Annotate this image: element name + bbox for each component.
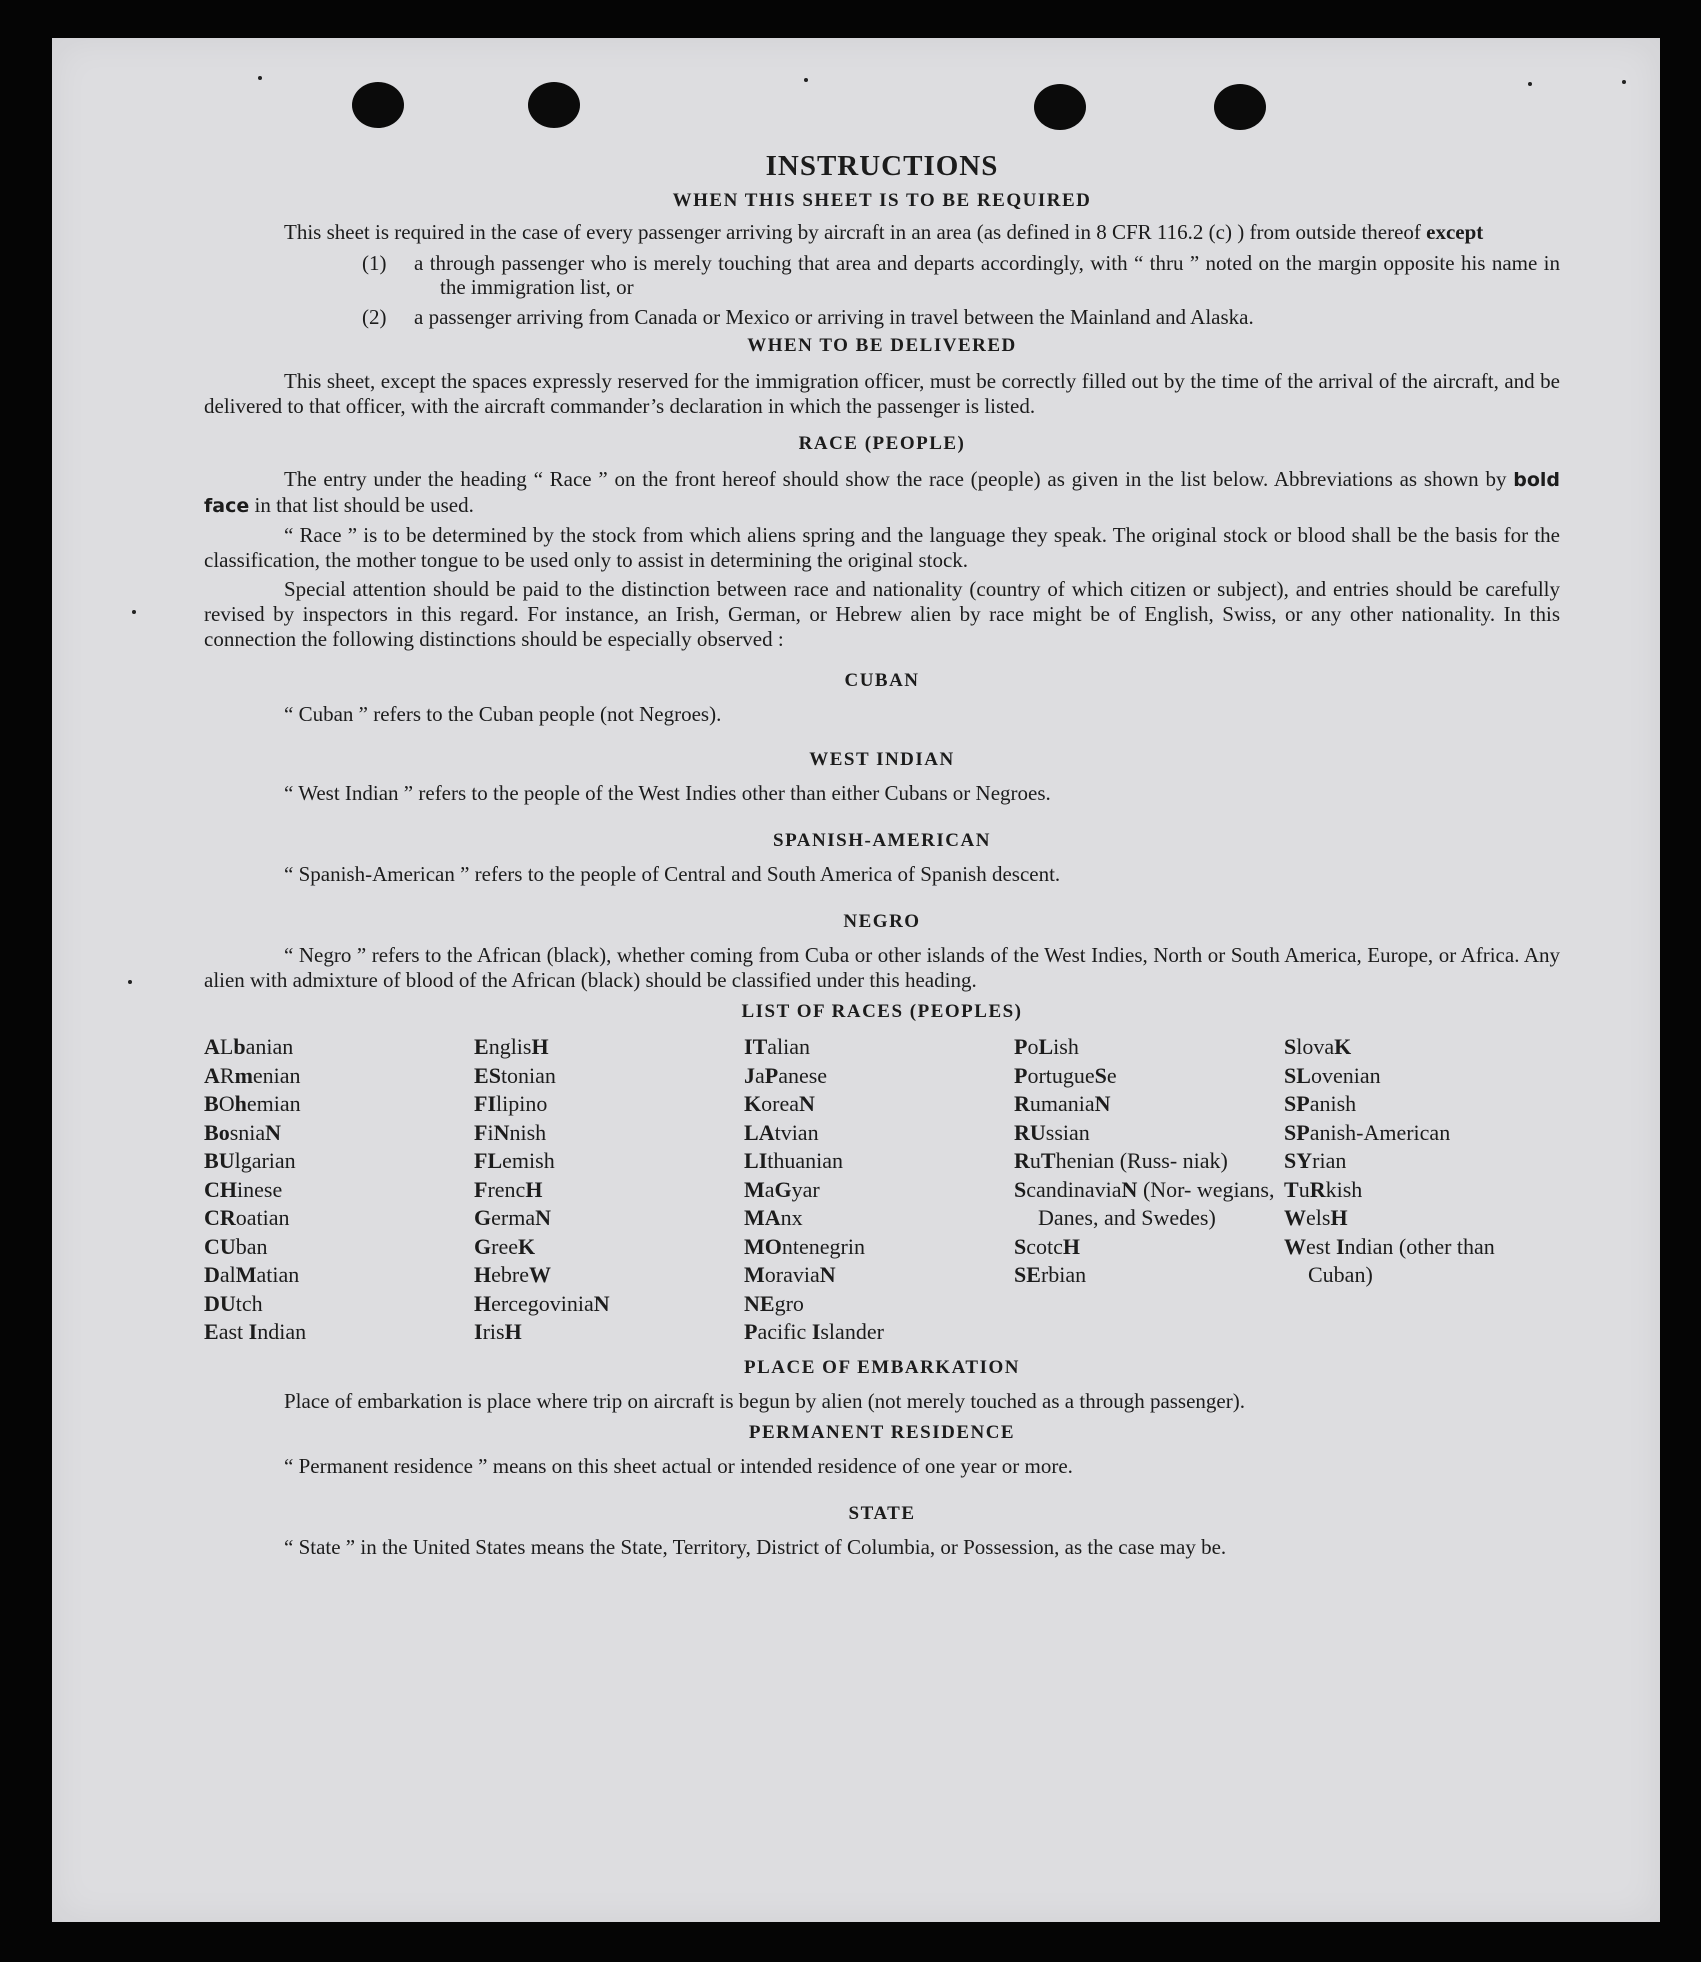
speck <box>258 76 262 80</box>
race-entry: SLovenian <box>1284 1062 1381 1088</box>
section-heading-delivered: WHEN TO BE DELIVERED <box>747 335 1017 356</box>
speck <box>1528 82 1532 86</box>
races-column <box>1014 1033 1284 1347</box>
race-entry: PoLish <box>1014 1034 1079 1059</box>
section-heading-state: STATE <box>848 1502 916 1524</box>
section-heading-spanish-american: SPANISH-AMERICAN <box>773 830 991 851</box>
race-entry: BOhemian <box>204 1091 301 1116</box>
race-entry: SPanish <box>1284 1091 1357 1116</box>
race-paragraph-2: “ Race ” is to be determined by the stock from which aliens spring and the language they speak. The original stock or blood shall be the basis for the classification, the mother tongue to be used only to assist in determining the original stock. <box>204 523 1560 572</box>
delivered-text: This sheet, except the spaces expressly reserved for the immigration officer, must be correctly filled out by the time of the arrival of the aircraft, and be delivered to that officer, with the aircraft commander’s declaration in which the passenger is listed. <box>204 369 1560 418</box>
race-entry: BosniaN <box>204 1119 282 1145</box>
races-column <box>474 1033 744 1347</box>
speck <box>804 78 808 82</box>
race-entry: SYrian <box>1284 1148 1347 1173</box>
race-entry: EStonian <box>474 1062 556 1088</box>
race-entry: FLemish <box>474 1148 555 1173</box>
race-entry: HebreW <box>474 1262 551 1287</box>
cuban-text: “ Cuban ” refers to the Cuban people (not Negroes). <box>284 702 722 726</box>
races-column <box>204 1033 474 1347</box>
speck <box>132 610 136 614</box>
race-entry: HercegoviniaN <box>474 1290 610 1316</box>
race-entry: LAtvian <box>744 1119 819 1145</box>
race-entry: RUssian <box>1014 1119 1090 1145</box>
race-entry: ScotcH <box>1014 1233 1081 1259</box>
race-entry: ARmenian <box>204 1062 301 1088</box>
race-entry: DalMatian <box>204 1262 300 1287</box>
race-entry: FiNnish <box>474 1119 547 1145</box>
race-entry: NEgro <box>744 1290 804 1316</box>
state-text: “ State ” in the United States means the State, Territory, District of Columbia, or Possession, as the case may be. <box>284 1534 1227 1559</box>
spanish-american-text: “ Spanish-American ” refers to the people of Central and South America of Spanish descent. <box>284 862 1061 886</box>
section-heading-residence: PERMANENT RESIDENCE <box>748 1421 1016 1443</box>
race-entry: MOntenegrin <box>744 1233 865 1259</box>
race-paragraph-3: Special attention should be paid to the distinction between race and nationality (country of which citizen or subject), and entries should be carefully revised by inspectors in this regard. For instance, an Irish, German, or Hebrew alien by race might be of English, Swiss, or any other nationality. In this connection the following distinctions should be especially observed : <box>204 577 1560 651</box>
race-entry: Pacific Islander <box>744 1319 884 1344</box>
race-entry: SErbian <box>1014 1262 1087 1287</box>
race-entry: RuThenian (Russ- niak) <box>1014 1148 1228 1173</box>
punch-hole <box>1214 84 1266 130</box>
section-heading-required: WHEN THIS SHEET IS TO BE REQUIRED <box>672 190 1092 211</box>
punch-hole <box>352 82 404 128</box>
race-entry: ALbanian <box>204 1034 294 1059</box>
exception-item-2: (2) a passenger arriving from Canada or Mexico or arriving in travel between the Mainland and Alaska. <box>362 305 1254 329</box>
race-entry: East Indian <box>204 1319 307 1344</box>
race-entry: LIthuanian <box>744 1148 844 1173</box>
race-entry: ITalian <box>744 1034 811 1059</box>
exception-item-1: (1) a through passenger who is merely touching that area and departs accordingly, with “ thru ” noted on the margin opposite his name in the immigration list, or <box>362 251 1560 299</box>
race-entry: SlovaK <box>1284 1034 1352 1059</box>
punch-hole <box>1034 84 1086 130</box>
embarkation-text: Place of embarkation is place where trip on aircraft is begun by alien (not merely touched as a through passenger). <box>284 1388 1245 1413</box>
race-entry: MaGyar <box>744 1176 820 1202</box>
races-column <box>744 1033 1014 1347</box>
west-indian-text: “ West Indian ” refers to the people of the West Indies other than either Cubans or Negroes. <box>284 781 1051 805</box>
race-entry: MoraviaN <box>744 1262 836 1287</box>
race-entry: CHinese <box>204 1176 283 1202</box>
section-heading-cuban: CUBAN <box>844 670 920 691</box>
race-entry: MAnx <box>744 1205 803 1230</box>
race-entry: FrencH <box>474 1176 543 1202</box>
race-entry: PortugueSe <box>1014 1062 1117 1088</box>
section-heading-embarkation: PLACE OF EMBARKATION <box>744 1356 1020 1378</box>
race-entry: CUban <box>204 1233 268 1259</box>
race-entry: JaPanese <box>744 1062 828 1088</box>
section-heading-list-of-races: LIST OF RACES (PEOPLES) <box>741 1001 1023 1022</box>
negro-text: “ Negro ” refers to the African (black), whether coming from Cuba or other islands of the West Indies, North or South America, Europe, or Africa. Any alien with admixture of blood of the African (black) should be classified under this heading. <box>204 943 1560 992</box>
speck <box>1622 80 1626 84</box>
section-heading-west-indian: WEST INDIAN <box>809 749 955 770</box>
race-paragraph-1: The entry under the heading “ Race ” on the front hereof should show the race (people) as given in the list below. Abbreviations as shown by bold face in that list should be used. <box>204 467 1560 517</box>
section-heading-negro: NEGRO <box>843 911 921 932</box>
residence-text: “ Permanent residence ” means on this sheet actual or intended residence of one year or more. <box>284 1453 1073 1478</box>
race-entry: CRoatian <box>204 1205 290 1230</box>
race-entry: ScandinaviaN (Nor- wegians, Danes, and Swedes) <box>1014 1176 1275 1230</box>
race-entry: GreeK <box>474 1233 536 1259</box>
race-entry: TuRkish <box>1284 1176 1363 1202</box>
races-column <box>1284 1033 1514 1347</box>
instructions-content <box>204 148 1560 1560</box>
race-entry: RumaniaN <box>1014 1091 1111 1116</box>
race-entry: DUtch <box>204 1290 263 1316</box>
page-title: INSTRUCTIONS <box>765 150 999 182</box>
race-entry: BUlgarian <box>204 1148 296 1173</box>
speck <box>128 980 132 984</box>
race-entry: FIlipino <box>474 1091 548 1116</box>
race-entry: SPanish-American <box>1284 1119 1451 1145</box>
punch-hole <box>528 82 580 128</box>
races-table <box>204 1033 1560 1347</box>
race-entry: GermaN <box>474 1205 551 1230</box>
race-entry: WelsH <box>1284 1205 1348 1230</box>
document-page <box>52 38 1660 1922</box>
required-intro: This sheet is required in the case of every passenger arriving by aircraft in an area (as defined in 8 CFR 116.2 (c) ) from outside thereof except <box>284 220 1484 244</box>
race-entry: EnglisH <box>474 1034 549 1059</box>
section-heading-race: RACE (PEOPLE) <box>798 433 966 454</box>
race-entry: IrisH <box>474 1319 522 1344</box>
race-entry: KoreaN <box>744 1091 815 1116</box>
race-entry: West Indian (other than Cuban) <box>1284 1233 1495 1287</box>
